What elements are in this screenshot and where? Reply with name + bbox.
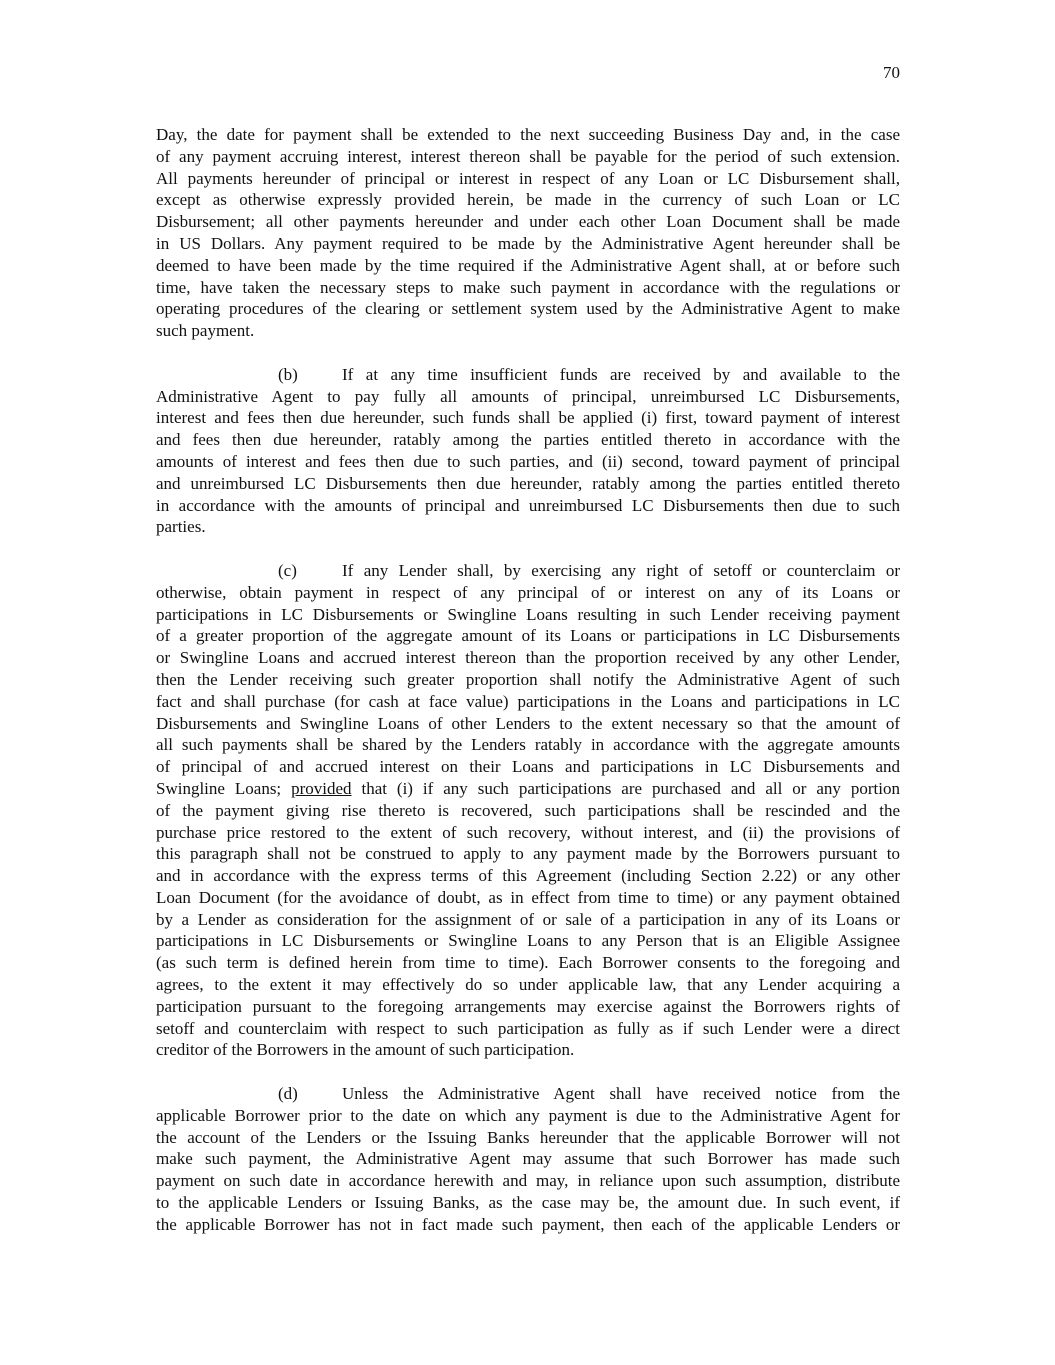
document-body [156,124,900,1257]
text-segment: Swingline Loans; [156,778,292,798]
text-line: by a Lender as consideration for the assignment of or sale of a participation in any of its Loans or [156,909,900,929]
text-line: and unreimbursed LC Disbursements then due hereunder, ratably among the parties entitled thereto [156,473,900,493]
text-line: such payment. [156,321,255,341]
paragraph-d [156,1083,900,1236]
underlined-term-provided: provided [291,778,352,798]
text-line: the account of the Lenders or the Issuing Banks hereunder that the applicable Borrower will not [156,1127,900,1147]
text-segment: that (i) if any such participations are purchased and all or any portion [351,778,900,798]
text-line-provided [156,778,900,800]
text-line: setoff and counterclaim with respect to such participation as fully as if such Lender were a direct [156,1018,900,1038]
paragraph-continuation [156,124,900,342]
text-segment: If at any time insufficient funds are received by and available to the [342,364,900,384]
text-line: and in accordance with the express terms of this Agreement (including Section 2.22) or any other [156,866,900,886]
text-line: time, have taken the necessary steps to make such payment in accordance with the regulations or [156,277,900,297]
text-line: in accordance with the amounts of principal and unreimbursed LC Disbursements then due to such [156,495,900,515]
text-line: payment on such date in accordance herewith and may, in reliance upon such assumption, distribute [156,1171,900,1191]
text-line: participation pursuant to the foregoing arrangements may exercise against the Borrowers rights of [156,996,900,1016]
text-line: then the Lender receiving such greater proportion shall notify the Administrative Agent of such [156,669,900,689]
text-line: all such payments shall be shared by the Lenders ratably in accordance with the aggregate amounts [156,735,900,755]
text-line: Day, the date for payment shall be extended to the next succeeding Business Day and, in the case [156,125,900,144]
text-line: agrees, to the extent it may effectively do so under applicable law, that any Lender acquiring a [156,975,900,995]
text-line: creditor of the Borrowers in the amount of such participation. [156,1040,575,1060]
text-line [156,560,900,582]
text-line: this paragraph shall not be construed to apply to any payment made by the Borrowers pursuant to [156,844,900,864]
page-number: 70 [883,63,900,82]
paragraph-label: (d) [278,1084,298,1104]
text-line: amounts of interest and fees then due to such parties, and (ii) second, toward payment of principal [156,451,900,471]
text-line: of a greater proportion of the aggregate amount of its Loans or participations in LC Disbursements [156,626,900,646]
text-line: Loan Document (for the avoidance of doubt, as in effect from time to time) or any payment obtained [156,887,900,907]
text-line [156,364,900,386]
text-line: to the applicable Lenders or Issuing Banks, as the case may be, the amount due. In such event, if [156,1193,900,1213]
text-line: participations in LC Disbursements or Swingline Loans resulting in such Lender receiving payment [156,604,900,624]
text-line: the applicable Borrower has not in fact made such payment, then each of the applicable Lenders or [156,1214,900,1234]
text-line: purchase price restored to the extent of such recovery, without interest, and (ii) the provisions of [156,822,900,842]
text-line: in US Dollars. Any payment required to be made by the Administrative Agent hereunder shall be [156,233,900,253]
text-line [156,1083,900,1105]
text-line: of the payment giving rise thereto is recovered, such participations shall be rescinded and the [156,800,900,820]
text-line: (as such term is defined herein from time to time). Each Borrower consents to the foregoing and [156,953,900,973]
text-line: Disbursements and Swingline Loans of other Lenders to the extent necessary so that the amount of [156,713,900,733]
text-segment: Unless the Administrative Agent shall have received notice from the [342,1084,900,1104]
text-line: participations in LC Disbursements or Swingline Loans to any Person that is an Eligible Assignee [156,931,900,951]
paragraph-c [156,560,900,1061]
paragraph-label: (b) [278,364,298,384]
paragraph-b [156,364,900,538]
text-line: parties. [156,517,206,537]
text-line: interest and fees then due hereunder, such funds shall be applied (i) first, toward payment of interest [156,408,900,428]
text-line: All payments hereunder of principal or interest in respect of any Loan or LC Disbursement shall, [156,168,900,188]
text-line: Disbursement; all other payments hereunder and under each other Loan Document shall be made [156,212,900,232]
paragraph-label: (c) [278,560,297,580]
text-line: operating procedures of the clearing or settlement system used by the Administrative Agent to make [156,299,900,319]
text-line: fact and shall purchase (for cash at face value) participations in the Loans and participations in LC [156,691,900,711]
text-line: otherwise, obtain payment in respect of any principal of or interest on any of its Loans or [156,582,900,602]
text-segment: If any Lender shall, by exercising any right of setoff or counterclaim or [342,560,900,580]
text-line: applicable Borrower prior to the date on which any payment is due to the Administrative Agent for [156,1105,900,1125]
text-line: except as otherwise expressly provided herein, be made in the currency of such Loan or LC [156,190,900,210]
text-line: Administrative Agent to pay fully all amounts of principal, unreimbursed LC Disbursements, [156,386,900,406]
text-line: deemed to have been made by the time required if the Administrative Agent shall, at or before such [156,255,900,275]
text-line: make such payment, the Administrative Agent may assume that such Borrower has made such [156,1149,900,1169]
text-line: of any payment accruing interest, interest thereon shall be payable for the period of such extension. [156,146,900,166]
text-line: and fees then due hereunder, ratably among the parties entitled thereto in accordance with the [156,430,900,450]
text-line: or Swingline Loans and accrued interest thereon than the proportion received by any other Lender, [156,648,900,668]
text-line: of principal of and accrued interest on their Loans and participations in LC Disbursements and [156,757,900,777]
